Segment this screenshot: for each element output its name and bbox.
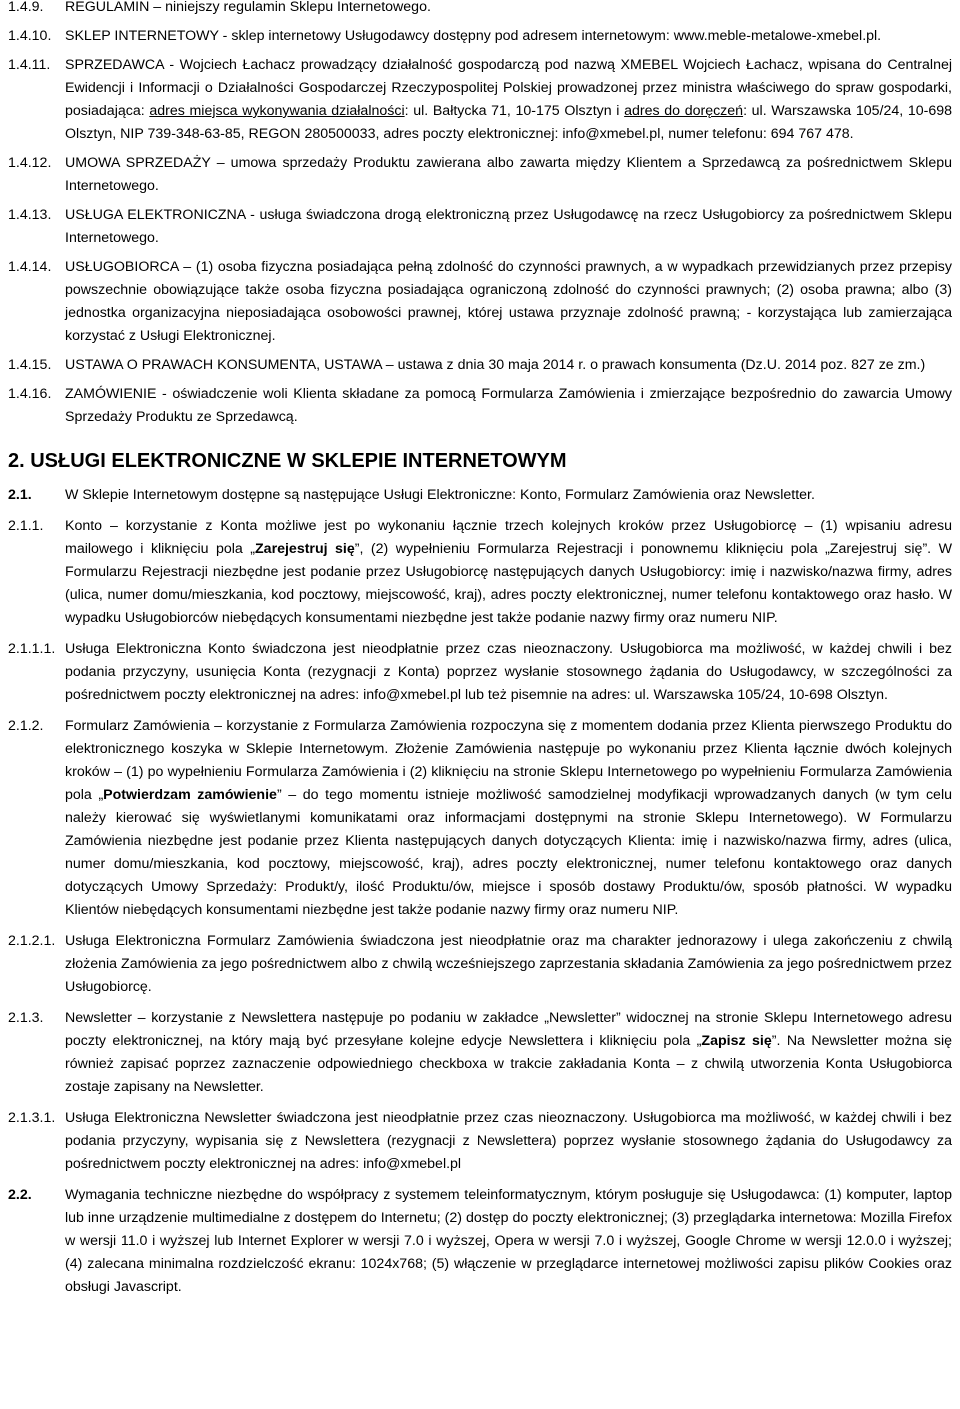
clause-text: Konto – korzystanie z Konta możliwe jest po wykonaniu łącznie trzech kolejnych kroków przez Usługobiorcę – (1) wpisaniu adresu mailowego i kliknięciu pola „Zarejestruj się”, (2) wypełnieniu Formularza Rejestracji i ponownemu kliknięciu pola „Zarejestruj się”. W Formularzu Rejestracji niezbędne jest podanie przez Usługobiorcę następujących danych Usługobiorcy: imię i nazwisko/nazwa firmy, adres (ulica, numer domu/mieszkania, kod pocztowy, miejscowość, kraj), adres poczty elektronicznej, numer telefonu kontaktowego oraz hasło. W wypadku Usługobiorców niebędących konsumentami niezbędne jest także podanie nazwy firmy oraz numeru NIP. <box>65 518 952 626</box>
clause-text: W Sklepie Internetowym dostępne są następujące Usługi Elektroniczne: Konto, Formularz Zamówienia oraz Newsletter. <box>65 487 815 503</box>
clause-number: 1.4.13. <box>8 207 52 223</box>
clause-number: 2.1.2. <box>8 718 44 734</box>
section-heading: 2. USŁUGI ELEKTRONICZNE W SKLEPIE INTERNETOWYM <box>8 450 567 472</box>
clause-2-1-2-1 <box>8 930 952 999</box>
clause-number: 2.1. <box>8 487 32 503</box>
bold-term: Zarejestruj się <box>255 541 355 557</box>
clause-2-1-3-1 <box>8 1107 952 1176</box>
definition-1-4-16 <box>8 383 952 429</box>
clause-text: Usługa Elektroniczna Konto świadczona jest nieodpłatnie przez czas nieoznaczony. Usługobiorca ma możliwość, w każdej chwili i bez podania przyczyny, usunięcia Konta (rezygnacji z Konta) poprzez wysłanie stosownego żądania do Usługodawcy, w szczególności za pośrednictwem poczty elektronicznej na adres: info@xmebel.pl lub też pisemnie na adres: ul. Warszawska 105/24, 10-698 Olsztyn. <box>65 641 952 703</box>
clause-text: Usługa Elektroniczna Newsletter świadczona jest nieodpłatnie przez czas nieoznaczony. Usługobiorca ma możliwość, w każdej chwili i bez podania przyczyny, wypisania się z Newslettera (rezygnacji z Newslettera) poprzez wysłanie stosownego żądania do Usługodawcy za pośrednictwem poczty elektronicznej na adres: info@xmebel.pl <box>65 1110 952 1172</box>
clause-2-1-1 <box>8 515 952 630</box>
clause-text: SPRZEDAWCA - Wojciech Łachacz prowadzący działalność gospodarczą pod nazwą XMEBEL Wojciech Łachacz, wpisana do Centralnej Ewidencji i Informacji o Działalności Gospodarczej Rzeczypospolitej Polskiej prowadzonej przez ministra właściwego do spraw gospodarki, posiadająca: adres miejsca wykonywania działalności: ul. Bałtycka 71, 10-175 Olsztyn i adres do doręczeń: ul. Warszawska 105/24, 10-698 Olsztyn, NIP 739-348-63-85, REGON 280500033, adres poczty elektronicznej: info@xmebel.pl, numer telefonu: 694 767 478. <box>65 57 953 142</box>
clause-text: ZAMÓWIENIE - oświadczenie woli Klienta składane za pomocą Formularza Zamówienia i zmierzające bezpośrednio do zawarcia Umowy Sprzedaży Produktu ze Sprzedawcą. <box>65 386 952 425</box>
clause-text: SKLEP INTERNETOWY - sklep internetowy Usługodawcy dostępny pod adresem internetowym: www.meble-metalowe-xmebel.pl. <box>65 28 882 44</box>
definition-1-4-13 <box>8 204 952 250</box>
clause-number: 2.2. <box>8 1187 32 1203</box>
definition-1-4-11 <box>8 54 952 146</box>
definition-1-4-14 <box>8 256 952 348</box>
clause-number: 1.4.11. <box>8 57 51 73</box>
clause-text: REGULAMIN – niniejszy regulamin Sklepu Internetowego. <box>65 0 431 15</box>
clause-2-2 <box>8 1184 952 1299</box>
clause-number: 2.1.1.1. <box>8 641 56 657</box>
clause-number: 1.4.14. <box>8 259 52 275</box>
definition-1-4-15 <box>8 354 952 377</box>
underlined-term: adres miejsca wykonywania działalności <box>149 103 405 119</box>
clause-number: 2.1.3. <box>8 1010 44 1026</box>
bold-term: Zapisz się <box>701 1033 772 1049</box>
clause-number: 1.4.16. <box>8 386 52 402</box>
clause-number: 1.4.9. <box>8 0 44 15</box>
clause-text: UMOWA SPRZEDAŻY – umowa sprzedaży Produktu zawierana albo zawarta między Klientem a Sprzedawcą za pośrednictwem Sklepu Internetowego. <box>65 155 952 194</box>
underlined-term: adres do doręczeń <box>624 103 744 119</box>
clause-number: 2.1.2.1. <box>8 933 56 949</box>
definition-1-4-12 <box>8 152 952 198</box>
definition-1-4-10 <box>8 25 952 48</box>
clause-2-1 <box>8 484 952 507</box>
clause-number: 2.1.1. <box>8 518 44 534</box>
clause-2-1-3 <box>8 1007 952 1099</box>
clause-number: 1.4.15. <box>8 357 52 373</box>
clause-2-1-1-1 <box>8 638 952 707</box>
bold-term: Potwierdzam zamówienie <box>103 787 277 803</box>
clause-text: Usługa Elektroniczna Formularz Zamówienia świadczona jest nieodpłatnie oraz ma charakter jednorazowy i ulega zakończeniu z chwilą złożenia Zamówienia za jego pośrednictwem albo z chwilą wcześniejszego zaprzestania składania Zamówienia za jego pośrednictwem przez Usługobiorcę. <box>65 933 952 995</box>
clause-number: 1.4.10. <box>8 28 52 44</box>
clause-number: 2.1.3.1. <box>8 1110 56 1126</box>
clause-text: USTAWA O PRAWACH KONSUMENTA, USTAWA – ustawa z dnia 30 maja 2014 r. o prawach konsumenta (Dz.U. 2014 poz. 827 ze zm.) <box>65 357 926 373</box>
clause-text: Formularz Zamówienia – korzystanie z Formularza Zamówienia rozpoczyna się z momentem dodania przez Klienta pierwszego Produktu do elektronicznego koszyka w Sklepie Internetowym. Złożenie Zamówienia następuje po wykonaniu przez Klienta łącznie dwóch kolejnych kroków – (1) po wypełnieniu Formularza Zamówienia i (2) kliknięciu na stronie Sklepu Internetowego po wypełnieniu Formularza Zamówienia pola „Potwierdzam zamówienie” – do tego momentu istnieje możliwość samodzielnej modyfikacji wprowadzanych danych (w tym celu należy kierować się wyświetlanymi komunikatami oraz informacjami dostępnymi na stronie Sklepu Internetowego). W Formularzu Zamówienia niezbędne jest podanie przez Klienta następujących danych dotyczących Klienta: imię i nazwisko/nazwa firmy, adres (ulica, numer domu/mieszkania, kod pocztowy, miejscowość, kraj), adres poczty elektronicznej, numer telefonu kontaktowego oraz danych dotyczących Umowy Sprzedaży: Produkt/y, ilość Produktu/ów, miejsce i sposób dostawy Produktu/ów, sposób płatności. W wypadku Klientów niebędących konsumentami niezbędne jest także podanie nazwy firmy oraz numeru NIP. <box>65 718 952 918</box>
definition-1-4-9 <box>8 0 952 19</box>
clause-2-1-2 <box>8 715 952 922</box>
clause-text: Newsletter – korzystanie z Newslettera następuje po podaniu w zakładce „Newsletter” widocznej na stronie Sklepu Internetowego adresu poczty elektronicznej, na który mają być przesyłane kolejne edycje Newslettera i kliknięciu pola „Zapisz się”. Na Newsletter można się również zapisać poprzez zaznaczenie odpowiedniego checkboxa w trakcie zakładania Konta – z chwilą utworzenia Konta Usługobiorca zostaje zapisany na Newsletter. <box>65 1010 952 1095</box>
clause-number: 1.4.12. <box>8 155 52 171</box>
clause-text: USŁUGA ELEKTRONICZNA - usługa świadczona drogą elektroniczną przez Usługodawcę na rzecz Usługobiorcy za pośrednictwem Sklepu Internetowego. <box>65 207 952 246</box>
clause-text: USŁUGOBIORCA – (1) osoba fizyczna posiadająca pełną zdolność do czynności prawnych, a w wypadkach przewidzianych przez przepisy powszechnie obowiązujące także osoba fizyczna posiadająca ograniczoną zdolność do czynności prawnych; (2) osoba prawna; albo (3) jednostka organizacyjna nieposiadająca osobowości prawnej, której ustawa przyznaje zdolność prawną; - korzystająca lub zamierzająca korzystać z Usługi Elektronicznej. <box>65 259 952 344</box>
clause-text: Wymagania techniczne niezbędne do współpracy z systemem teleinformatycznym, którym posługuje się Usługodawca: (1) komputer, laptop lub inne urządzenie multimedialne z dostępem do Internetu; (2) dostęp do poczty elektronicznej; (3) przeglądarka internetowa: Mozilla Firefox w wersji 11.0 i wyższej lub Internet Explorer w wersji 7.0 i wyższej, Opera w wersji 7.0 i wyższej, Google Chrome w wersji 12.0.0 i wyższej; (4) zalecana minimalna rozdzielczość ekranu: 1024x768; (5) włączenie w przeglądarce internetowej możliwości zapisu plików Cookies oraz obsługi Javascript. <box>65 1187 952 1295</box>
